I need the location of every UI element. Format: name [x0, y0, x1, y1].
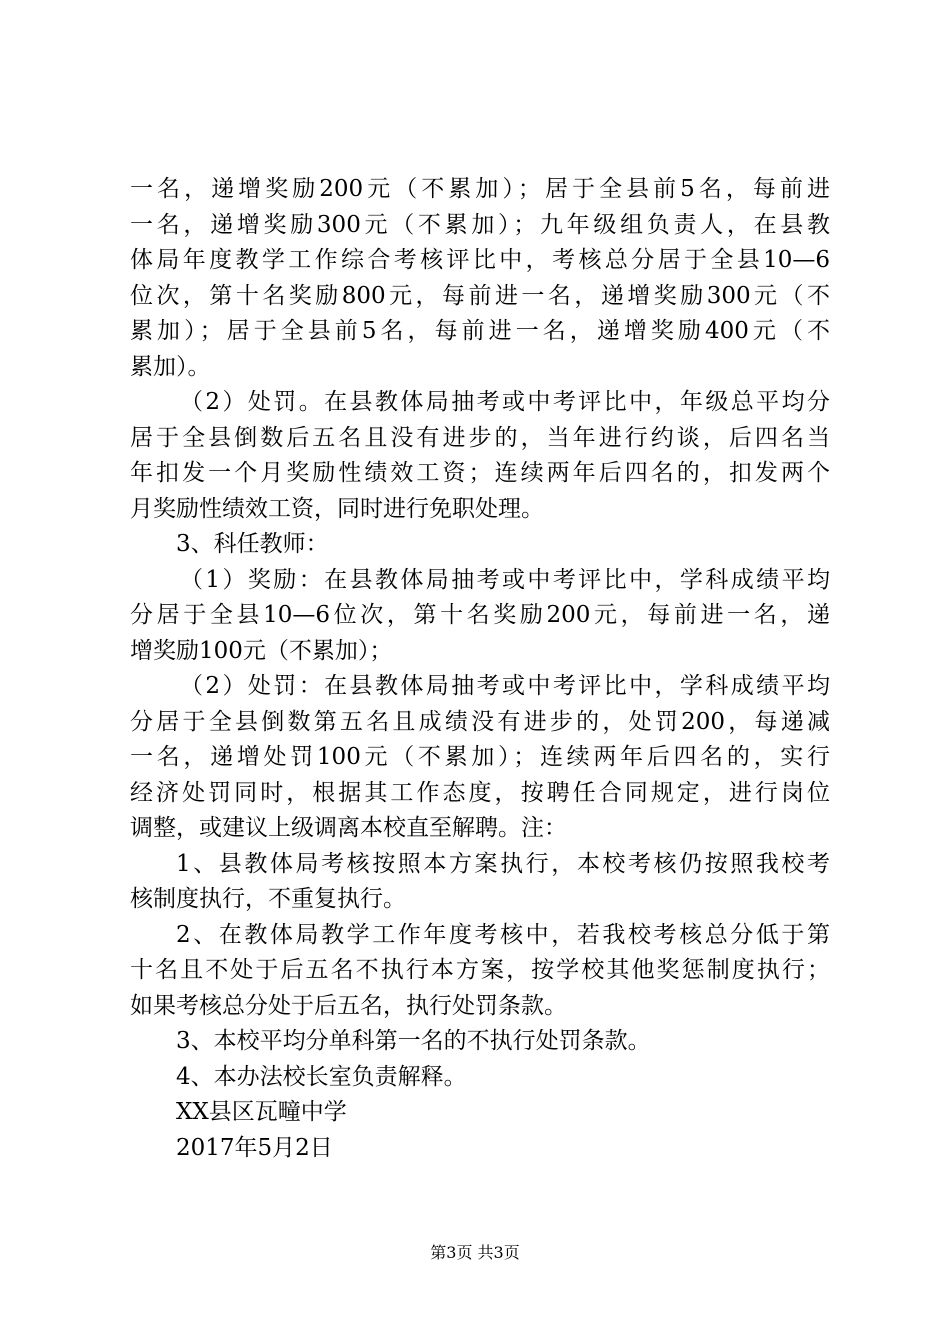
paragraph-line: 累加）；居于全县前5名，每前进一名，递增奖励400元（不: [130, 318, 830, 344]
paragraph-line: 调整，或建议上级调离本校直至解聘。注：: [130, 815, 567, 841]
paragraph-line: 年扣发一个月奖励性绩效工资；连续两年后四名的，扣发两个: [130, 460, 830, 486]
paragraph-line: 累加）。: [130, 353, 211, 380]
signature-school: XX县区瓦疃中学: [176, 1099, 347, 1125]
paragraph-line: 一名，递增奖励300元（不累加）；九年级组负责人，在县教: [130, 211, 830, 238]
paragraph-line: 居于全县倒数后五名且没有进步的，当年进行约谈，后四名当: [130, 424, 830, 451]
paragraph-line: 一名，递增处罚100元（不累加）；连续两年后四名的，实行: [130, 744, 830, 770]
paragraph-line: 一名，递增奖励200元（不累加）；居于全县前5名，每前进: [130, 176, 830, 202]
paragraph-line: 如果考核总分处于后五名，执行处罚条款。: [130, 992, 567, 1019]
note-item: 3、本校平均分单科第一名的不执行处罚条款。: [176, 1028, 651, 1054]
paragraph-line: 位次，第十名奖励800元，每前进一名，递增奖励300元（不: [130, 282, 830, 309]
paragraph-line: 体局年度教学工作综合考核评比中，考核总分居于全县10—6: [130, 247, 830, 273]
paragraph-line: （2）处罚。在县教体局抽考或中考评比中，年级总平均分: [180, 389, 830, 415]
page-number: 第3页 共3页: [430, 1243, 520, 1262]
paragraph-line: 经济处罚同时，根据其工作态度，按聘任合同规定，进行岗位: [130, 779, 830, 806]
note-item: 4、本办法校长室负责解释。: [176, 1063, 467, 1090]
paragraph-line: 分居于全县10—6位次，第十名奖励200元，每前进一名，递: [130, 602, 830, 628]
document-body: [130, 172, 830, 1166]
paragraph-line: 核制度执行，不重复执行。: [130, 886, 406, 912]
section-heading: 3、科任教师：: [176, 531, 329, 557]
note-item: 2、在教体局教学工作年度考核中，若我校考核总分低于第: [176, 921, 830, 948]
paragraph-line: 增奖励100元（不累加）；: [130, 637, 393, 664]
note-item: 1、县教体局考核按照本方案执行，本校考核仍按照我校考: [176, 850, 830, 877]
signature-date: 2017年5月2日: [176, 1134, 333, 1161]
paragraph-line: 分居于全县倒数第五名且成绩没有进步的，处罚200，每递减: [130, 708, 830, 735]
paragraph-line: 月奖励性绩效工资，同时进行免职处理。: [130, 495, 544, 522]
paragraph-line: 十名且不处于后五名不执行本方案，按学校其他奖惩制度执行；: [130, 957, 830, 983]
paragraph-line: （1）奖励：在县教体局抽考或中考评比中，学科成绩平均: [180, 566, 830, 593]
paragraph-line: （2）处罚：在县教体局抽考或中考评比中，学科成绩平均: [180, 673, 830, 699]
